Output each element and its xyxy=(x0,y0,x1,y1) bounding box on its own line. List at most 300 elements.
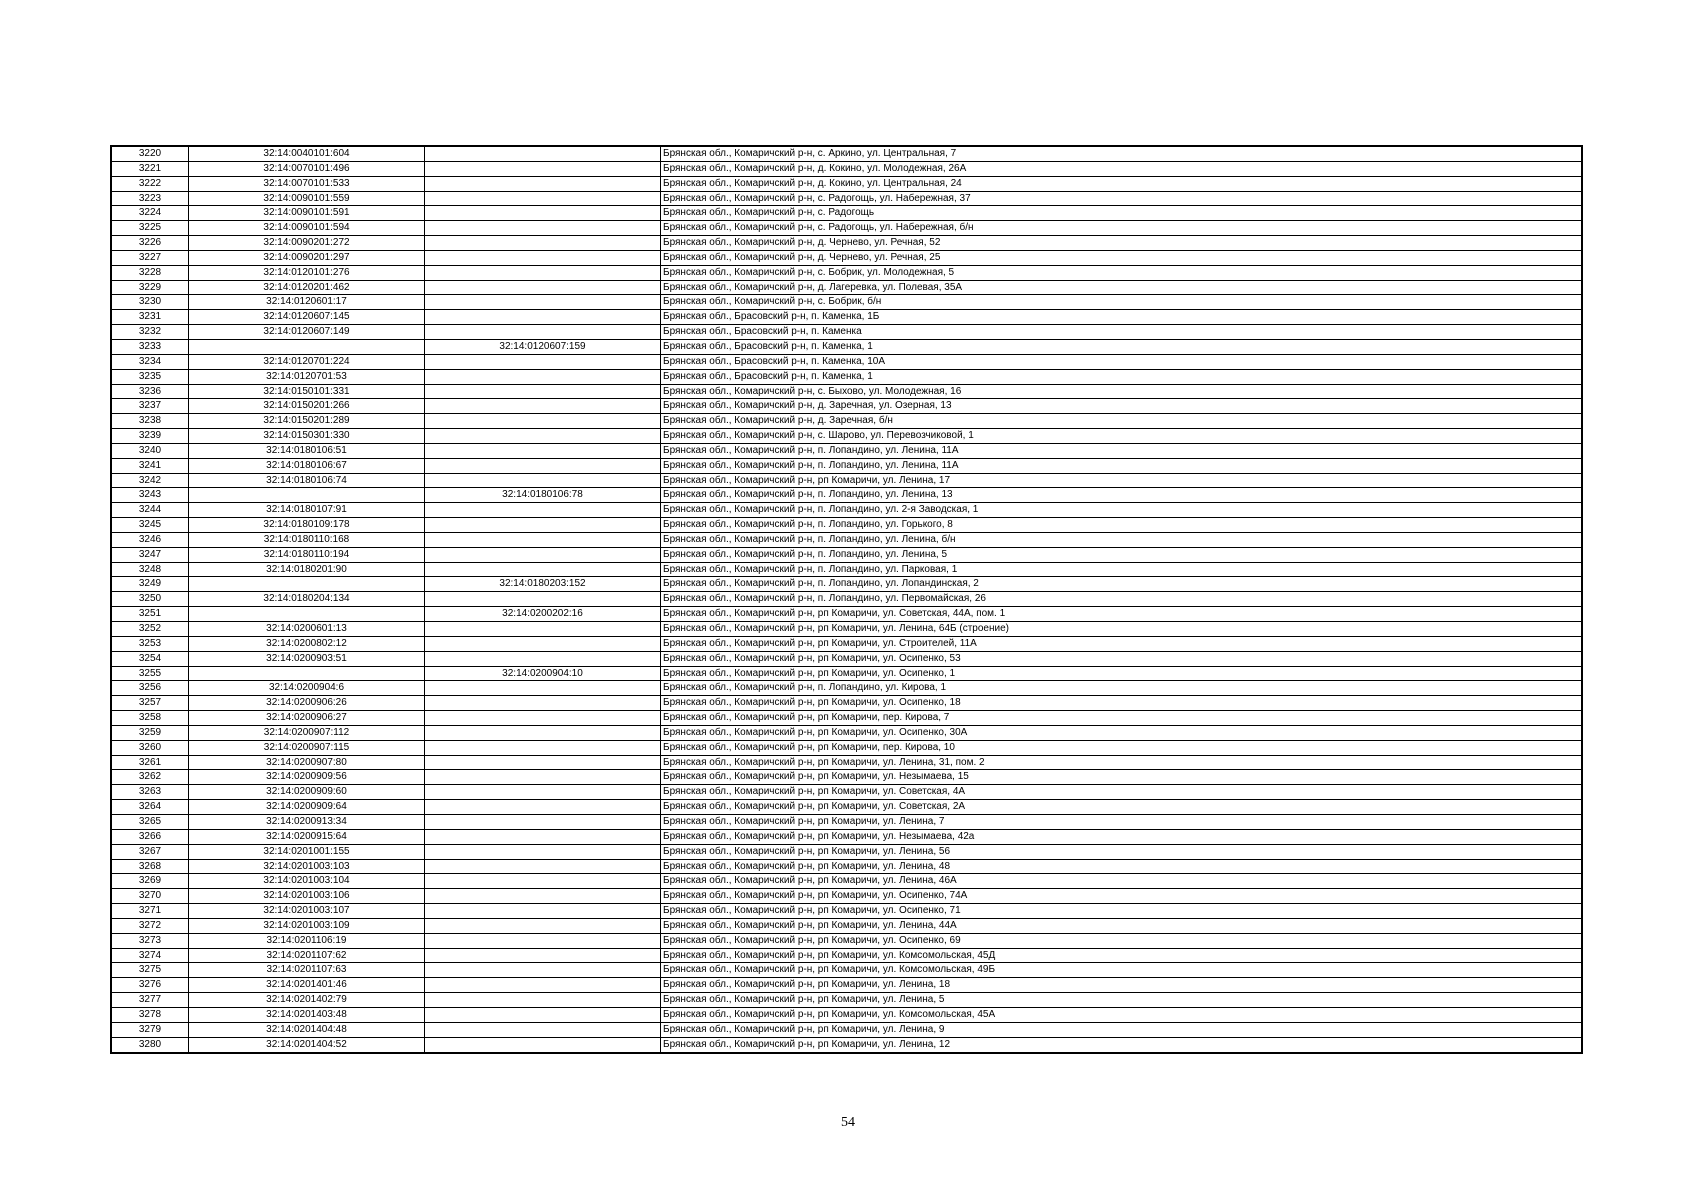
cadastral-number-alt-cell: 32:14:0120607:159 xyxy=(425,340,661,354)
cadastral-number-alt-cell xyxy=(425,1008,661,1022)
row-number-cell: 3252 xyxy=(112,622,189,636)
address-cell: Брянская обл., Комаричский р-н, рп Комаричи, ул. Незымаева, 15 xyxy=(663,771,969,783)
cadastral-number-alt-cell xyxy=(425,192,661,206)
property-table xyxy=(110,145,1583,1054)
table-row xyxy=(112,934,1581,949)
cadastral-number-cell: 32:14:0150201:289 xyxy=(189,414,425,428)
cadastral-number-alt-cell xyxy=(425,474,661,488)
row-number-cell: 3242 xyxy=(112,474,189,488)
cadastral-number-cell: 32:14:0200601:13 xyxy=(189,622,425,636)
cadastral-number-alt-cell xyxy=(425,741,661,755)
row-number-cell: 3250 xyxy=(112,592,189,606)
address-cell: Брянская обл., Комаричский р-н, д. Кокино, ул. Центральная, 24 xyxy=(663,177,962,189)
address-cell: Брянская обл., Комаричский р-н, рп Комаричи, ул. Осипенко, 69 xyxy=(663,934,961,946)
cadastral-number-cell: 32:14:0200802:12 xyxy=(189,637,425,651)
table-row xyxy=(112,889,1581,904)
table-row xyxy=(112,726,1581,741)
cadastral-number-cell: 32:14:0200904:6 xyxy=(189,681,425,695)
cadastral-number-alt-cell xyxy=(425,295,661,309)
cadastral-number-cell: 32:14:0120601:17 xyxy=(189,295,425,309)
cadastral-number-alt-cell: 32:14:0180203:152 xyxy=(425,577,661,591)
table-row xyxy=(112,874,1581,889)
cadastral-number-cell: 32:14:0201003:103 xyxy=(189,860,425,874)
address-cell: Брянская обл., Брасовский р-н, п. Каменка, 1 xyxy=(663,370,873,382)
table-row xyxy=(112,919,1581,934)
cadastral-number-cell: 32:14:0200909:60 xyxy=(189,785,425,799)
address-cell: Брянская обл., Комаричский р-н, рп Комаричи, ул. Ленина, 18 xyxy=(663,979,951,991)
cadastral-number-alt-cell xyxy=(425,503,661,517)
table-row xyxy=(112,399,1581,414)
address-cell: Брянская обл., Комаричский р-н, п. Лопандино, ул. Ленина, б/н xyxy=(663,533,956,545)
row-number-cell: 3280 xyxy=(112,1038,189,1053)
row-number-cell: 3233 xyxy=(112,340,189,354)
table-row xyxy=(112,518,1581,533)
address-cell: Брянская обл., Комаричский р-н, с. Радогощь, ул. Набережная, 37 xyxy=(663,192,971,204)
table-row xyxy=(112,147,1581,162)
cadastral-number-cell: 32:14:0070101:496 xyxy=(189,162,425,176)
address-cell: Брянская обл., Комаричский р-н, рп Комаричи, ул. Советская, 44А, пом. 1 xyxy=(663,608,1006,620)
cadastral-number-cell xyxy=(189,340,425,354)
cadastral-number-cell: 32:14:0201001:155 xyxy=(189,845,425,859)
table-row xyxy=(112,206,1581,221)
cadastral-number-cell xyxy=(189,667,425,681)
cadastral-number-cell: 32:14:0200906:26 xyxy=(189,696,425,710)
address-cell: Брянская обл., Комаричский р-н, рп Комаричи, ул. Ленина, 48 xyxy=(663,860,951,872)
address-cell: Брянская обл., Комаричский р-н, рп Комаричи, ул. Ленина, 46А xyxy=(663,875,957,887)
cadastral-number-cell: 32:14:0150301:330 xyxy=(189,429,425,443)
row-number-cell: 3225 xyxy=(112,221,189,235)
address-cell: Брянская обл., Комаричский р-н, рп Комаричи, ул. Ленина, 44А xyxy=(663,919,957,931)
row-number-cell: 3226 xyxy=(112,236,189,250)
row-number-cell: 3247 xyxy=(112,548,189,562)
cadastral-number-cell: 32:14:0201003:107 xyxy=(189,904,425,918)
table-row xyxy=(112,533,1581,548)
address-cell: Брянская обл., Комаричский р-н, рп Комаричи, ул. Осипенко, 74А xyxy=(663,890,968,902)
cadastral-number-alt-cell xyxy=(425,592,661,606)
cadastral-number-alt-cell xyxy=(425,281,661,295)
row-number-cell: 3229 xyxy=(112,281,189,295)
cadastral-number-alt-cell xyxy=(425,162,661,176)
table-row xyxy=(112,474,1581,489)
cadastral-number-alt-cell xyxy=(425,756,661,770)
address-cell: Брянская обл., Комаричский р-н, рп Комаричи, ул. Ленина, 5 xyxy=(663,994,945,1006)
cadastral-number-cell: 32:14:0200909:64 xyxy=(189,800,425,814)
row-number-cell: 3227 xyxy=(112,251,189,265)
address-cell: Брянская обл., Комаричский р-н, д. Лагеревка, ул. Полевая, 35А xyxy=(663,281,963,293)
table-row xyxy=(112,414,1581,429)
cadastral-number-alt-cell xyxy=(425,726,661,740)
address-cell: Брянская обл., Комаричский р-н, п. Лопандино, ул. Первомайская, 26 xyxy=(663,593,986,605)
table-row xyxy=(112,904,1581,919)
page-number: 54 xyxy=(841,1115,855,1130)
cadastral-number-alt-cell: 32:14:0180106:78 xyxy=(425,488,661,502)
address-cell: Брянская обл., Комаричский р-н, рп Комаричи, ул. Осипенко, 53 xyxy=(663,652,961,664)
cadastral-number-cell: 32:14:0201404:48 xyxy=(189,1023,425,1037)
table-row xyxy=(112,681,1581,696)
cadastral-number-cell: 32:14:0040101:604 xyxy=(189,147,425,161)
address-cell: Брянская обл., Брасовский р-н, п. Каменка, 1 xyxy=(663,340,873,352)
row-number-cell: 3246 xyxy=(112,533,189,547)
cadastral-number-alt-cell: 32:14:0200904:10 xyxy=(425,667,661,681)
table-row xyxy=(112,770,1581,785)
row-number-cell: 3248 xyxy=(112,563,189,577)
cadastral-number-cell xyxy=(189,607,425,621)
cadastral-number-cell: 32:14:0201107:63 xyxy=(189,963,425,977)
table-row xyxy=(112,963,1581,978)
address-cell: Брянская обл., Комаричский р-н, рп Комаричи, ул. Осипенко, 30А xyxy=(663,726,968,738)
address-cell: Брянская обл., Комаричский р-н, д. Чернево, ул. Речная, 52 xyxy=(663,237,941,249)
table-row xyxy=(112,622,1581,637)
table-row xyxy=(112,310,1581,325)
table-row xyxy=(112,993,1581,1008)
row-number-cell: 3258 xyxy=(112,711,189,725)
address-cell: Брянская обл., Комаричский р-н, с. Быхово, ул. Молодежная, 16 xyxy=(663,385,962,397)
cadastral-number-cell: 32:14:0200903:51 xyxy=(189,652,425,666)
table-row xyxy=(112,577,1581,592)
row-number-cell: 3277 xyxy=(112,993,189,1007)
cadastral-number-alt-cell xyxy=(425,830,661,844)
row-number-cell: 3274 xyxy=(112,949,189,963)
table-row xyxy=(112,459,1581,474)
row-number-cell: 3269 xyxy=(112,874,189,888)
cadastral-number-alt-cell xyxy=(425,622,661,636)
address-cell: Брянская обл., Комаричский р-н, п. Лопандино, ул. Горького, 8 xyxy=(663,519,953,531)
row-number-cell: 3261 xyxy=(112,756,189,770)
cadastral-number-alt-cell xyxy=(425,370,661,384)
row-number-cell: 3249 xyxy=(112,577,189,591)
row-number-cell: 3234 xyxy=(112,355,189,369)
table-row xyxy=(112,325,1581,340)
table-row xyxy=(112,429,1581,444)
address-cell: Брянская обл., Комаричский р-н, с. Шарово, ул. Перевозчиковой, 1 xyxy=(663,430,974,442)
row-number-cell: 3222 xyxy=(112,177,189,191)
address-cell: Брянская обл., Комаричский р-н, п. Лопандино, ул. Ленина, 11А xyxy=(663,444,959,456)
cadastral-number-cell: 32:14:0200907:112 xyxy=(189,726,425,740)
cadastral-number-alt-cell xyxy=(425,325,661,339)
cadastral-number-cell: 32:14:0201003:106 xyxy=(189,889,425,903)
cadastral-number-alt-cell xyxy=(425,206,661,220)
row-number-cell: 3241 xyxy=(112,459,189,473)
row-number-cell: 3253 xyxy=(112,637,189,651)
cadastral-number-alt-cell xyxy=(425,860,661,874)
cadastral-number-cell: 32:14:0201003:104 xyxy=(189,874,425,888)
address-cell: Брянская обл., Комаричский р-н, рп Комаричи, ул. Комсомольская, 45Д xyxy=(663,949,996,961)
address-cell: Брянская обл., Комаричский р-н, рп Комаричи, ул. Незымаева, 42а xyxy=(663,830,975,842)
cadastral-number-alt-cell xyxy=(425,696,661,710)
table-row xyxy=(112,800,1581,815)
row-number-cell: 3228 xyxy=(112,266,189,280)
cadastral-number-cell: 32:14:0201401:46 xyxy=(189,978,425,992)
table-row xyxy=(112,221,1581,236)
cadastral-number-cell: 32:14:0120701:224 xyxy=(189,355,425,369)
cadastral-number-alt-cell xyxy=(425,1038,661,1053)
cadastral-number-alt-cell xyxy=(425,459,661,473)
cadastral-number-cell: 32:14:0201404:52 xyxy=(189,1038,425,1053)
table-row xyxy=(112,1038,1581,1053)
address-cell: Брянская обл., Комаричский р-н, п. Лопандино, ул. Парковая, 1 xyxy=(663,563,958,575)
table-row xyxy=(112,503,1581,518)
table-row xyxy=(112,756,1581,771)
table-row xyxy=(112,949,1581,964)
cadastral-number-cell: 32:14:0180110:168 xyxy=(189,533,425,547)
cadastral-number-alt-cell xyxy=(425,147,661,161)
cadastral-number-alt-cell xyxy=(425,681,661,695)
cadastral-number-cell: 32:14:0200906:27 xyxy=(189,711,425,725)
row-number-cell: 3251 xyxy=(112,607,189,621)
cadastral-number-cell: 32:14:0201106:19 xyxy=(189,934,425,948)
address-cell: Брянская обл., Комаричский р-н, рп Комаричи, ул. Ленина, 17 xyxy=(663,474,951,486)
cadastral-number-cell xyxy=(189,577,425,591)
row-number-cell: 3263 xyxy=(112,785,189,799)
table-row xyxy=(112,192,1581,207)
table-row xyxy=(112,370,1581,385)
cadastral-number-alt-cell xyxy=(425,251,661,265)
row-number-cell: 3224 xyxy=(112,206,189,220)
cadastral-number-cell: 32:14:0180110:194 xyxy=(189,548,425,562)
row-number-cell: 3220 xyxy=(112,147,189,161)
cadastral-number-alt-cell xyxy=(425,919,661,933)
cadastral-number-alt-cell xyxy=(425,310,661,324)
table-row xyxy=(112,266,1581,281)
cadastral-number-alt-cell: 32:14:0200202:16 xyxy=(425,607,661,621)
table-row xyxy=(112,978,1581,993)
address-cell: Брянская обл., Комаричский р-н, д. Заречная, ул. Озерная, 13 xyxy=(663,400,952,412)
cadastral-number-cell: 32:14:0090101:594 xyxy=(189,221,425,235)
cadastral-number-alt-cell xyxy=(425,429,661,443)
address-cell: Брянская обл., Комаричский р-н, д. Заречная, б/н xyxy=(663,415,893,427)
row-number-cell: 3276 xyxy=(112,978,189,992)
row-number-cell: 3232 xyxy=(112,325,189,339)
cadastral-number-alt-cell xyxy=(425,221,661,235)
cadastral-number-cell: 32:14:0200913:34 xyxy=(189,815,425,829)
row-number-cell: 3240 xyxy=(112,444,189,458)
address-cell: Брянская обл., Комаричский р-н, рп Комаричи, ул. Строителей, 11А xyxy=(663,637,977,649)
cadastral-number-cell: 32:14:0201003:109 xyxy=(189,919,425,933)
table-row xyxy=(112,548,1581,563)
cadastral-number-cell: 32:14:0090201:297 xyxy=(189,251,425,265)
row-number-cell: 3279 xyxy=(112,1023,189,1037)
cadastral-number-cell: 32:14:0090101:591 xyxy=(189,206,425,220)
cadastral-number-cell: 32:14:0180109:178 xyxy=(189,518,425,532)
cadastral-number-alt-cell xyxy=(425,770,661,784)
table-row xyxy=(112,385,1581,400)
row-number-cell: 3230 xyxy=(112,295,189,309)
cadastral-number-alt-cell xyxy=(425,978,661,992)
cadastral-number-cell: 32:14:0120201:462 xyxy=(189,281,425,295)
table-row xyxy=(112,667,1581,682)
cadastral-number-alt-cell xyxy=(425,236,661,250)
table-row xyxy=(112,236,1581,251)
table-row xyxy=(112,177,1581,192)
cadastral-number-cell: 32:14:0090101:559 xyxy=(189,192,425,206)
row-number-cell: 3266 xyxy=(112,830,189,844)
table-row xyxy=(112,251,1581,266)
row-number-cell: 3244 xyxy=(112,503,189,517)
address-cell: Брянская обл., Комаричский р-н, рп Комаричи, ул. Ленина, 56 xyxy=(663,845,951,857)
address-cell: Брянская обл., Комаричский р-н, п. Лопандино, ул. Ленина, 11А xyxy=(663,459,959,471)
address-cell: Брянская обл., Комаричский р-н, рп Комаричи, ул. Ленина, 31, пом. 2 xyxy=(663,756,985,768)
cadastral-number-cell xyxy=(189,488,425,502)
row-number-cell: 3268 xyxy=(112,860,189,874)
table-row xyxy=(112,563,1581,578)
cadastral-number-alt-cell xyxy=(425,652,661,666)
row-number-cell: 3270 xyxy=(112,889,189,903)
table-row xyxy=(112,652,1581,667)
cadastral-number-cell: 32:14:0180106:51 xyxy=(189,444,425,458)
table-row xyxy=(112,696,1581,711)
table-row xyxy=(112,711,1581,726)
row-number-cell: 3231 xyxy=(112,310,189,324)
cadastral-number-cell: 32:14:0180106:67 xyxy=(189,459,425,473)
cadastral-number-alt-cell xyxy=(425,949,661,963)
table-row xyxy=(112,444,1581,459)
row-number-cell: 3260 xyxy=(112,741,189,755)
cadastral-number-alt-cell xyxy=(425,711,661,725)
row-number-cell: 3238 xyxy=(112,414,189,428)
address-cell: Брянская обл., Комаричский р-н, с. Бобрик, б/н xyxy=(663,296,882,308)
cadastral-number-alt-cell xyxy=(425,414,661,428)
table-row xyxy=(112,741,1581,756)
address-cell: Брянская обл., Комаричский р-н, с. Радогощь, ул. Набережная, б/н xyxy=(663,222,974,234)
cadastral-number-alt-cell xyxy=(425,266,661,280)
table-row xyxy=(112,162,1581,177)
row-number-cell: 3262 xyxy=(112,770,189,784)
table-row xyxy=(112,355,1581,370)
cadastral-number-cell: 32:14:0090201:272 xyxy=(189,236,425,250)
cadastral-number-alt-cell xyxy=(425,548,661,562)
cadastral-number-alt-cell xyxy=(425,889,661,903)
cadastral-number-cell: 32:14:0150201:266 xyxy=(189,399,425,413)
cadastral-number-cell: 32:14:0180204:134 xyxy=(189,592,425,606)
cadastral-number-alt-cell xyxy=(425,1023,661,1037)
table-row xyxy=(112,340,1581,355)
table-row xyxy=(112,860,1581,875)
cadastral-number-cell: 32:14:0200907:115 xyxy=(189,741,425,755)
address-cell: Брянская обл., Комаричский р-н, п. Лопандино, ул. Ленина, 5 xyxy=(663,548,948,560)
cadastral-number-cell: 32:14:0180106:74 xyxy=(189,474,425,488)
cadastral-number-cell: 32:14:0200907:80 xyxy=(189,756,425,770)
cadastral-number-alt-cell xyxy=(425,963,661,977)
address-cell: Брянская обл., Комаричский р-н, п. Лопандино, ул. Лопандинская, 2 xyxy=(663,578,979,590)
address-cell: Брянская обл., Комаричский р-н, рп Комаричи, ул. Ленина, 7 xyxy=(663,815,945,827)
address-cell: Брянская обл., Комаричский р-н, п. Лопандино, ул. Ленина, 13 xyxy=(663,489,953,501)
address-cell: Брянская обл., Комаричский р-н, с. Радогощь xyxy=(663,207,875,219)
row-number-cell: 3272 xyxy=(112,919,189,933)
row-number-cell: 3267 xyxy=(112,845,189,859)
table-row xyxy=(112,815,1581,830)
cadastral-number-cell: 32:14:0201107:62 xyxy=(189,949,425,963)
row-number-cell: 3221 xyxy=(112,162,189,176)
address-cell: Брянская обл., Комаричский р-н, д. Чернево, ул. Речная, 25 xyxy=(663,251,941,263)
table-row xyxy=(112,607,1581,622)
cadastral-number-cell: 32:14:0150101:331 xyxy=(189,385,425,399)
address-cell: Брянская обл., Брасовский р-н, п. Каменка, 10А xyxy=(663,355,885,367)
row-number-cell: 3273 xyxy=(112,934,189,948)
row-number-cell: 3275 xyxy=(112,963,189,977)
row-number-cell: 3265 xyxy=(112,815,189,829)
cadastral-number-cell: 32:14:0201402:79 xyxy=(189,993,425,1007)
row-number-cell: 3256 xyxy=(112,681,189,695)
address-cell: Брянская обл., Комаричский р-н, рп Комаричи, ул. Ленина, 12 xyxy=(663,1038,951,1050)
address-cell: Брянская обл., Комаричский р-н, д. Кокино, ул. Молодежная, 26А xyxy=(663,162,967,174)
cadastral-number-alt-cell xyxy=(425,385,661,399)
address-cell: Брянская обл., Комаричский р-н, рп Комаричи, ул. Ленина, 64Б (строение) xyxy=(663,623,1009,634)
table-row xyxy=(112,637,1581,652)
row-number-cell: 3235 xyxy=(112,370,189,384)
cadastral-number-cell: 32:14:0070101:533 xyxy=(189,177,425,191)
cadastral-number-alt-cell xyxy=(425,444,661,458)
cadastral-number-alt-cell xyxy=(425,993,661,1007)
table-row xyxy=(112,1008,1581,1023)
row-number-cell: 3259 xyxy=(112,726,189,740)
address-cell: Брянская обл., Комаричский р-н, с. Аркино, ул. Центральная, 7 xyxy=(663,148,957,159)
table-row xyxy=(112,295,1581,310)
cadastral-number-alt-cell xyxy=(425,399,661,413)
table-row xyxy=(112,592,1581,607)
address-cell: Брянская обл., Комаричский р-н, рп Комаричи, пер. Кирова, 7 xyxy=(663,712,950,724)
address-cell: Брянская обл., Комаричский р-н, рп Комаричи, ул. Осипенко, 18 xyxy=(663,697,961,709)
cadastral-number-alt-cell xyxy=(425,800,661,814)
row-number-cell: 3271 xyxy=(112,904,189,918)
row-number-cell: 3278 xyxy=(112,1008,189,1022)
cadastral-number-alt-cell xyxy=(425,518,661,532)
row-number-cell: 3223 xyxy=(112,192,189,206)
address-cell: Брянская обл., Комаричский р-н, рп Комаричи, ул. Советская, 2А xyxy=(663,801,966,813)
cadastral-number-alt-cell xyxy=(425,934,661,948)
address-cell: Брянская обл., Комаричский р-н, рп Комаричи, ул. Советская, 4А xyxy=(663,786,966,798)
cadastral-number-cell: 32:14:0120607:149 xyxy=(189,325,425,339)
row-number-cell: 3237 xyxy=(112,399,189,413)
address-cell: Брянская обл., Комаричский р-н, рп Комаричи, пер. Кирова, 10 xyxy=(663,741,955,753)
address-cell: Брянская обл., Комаричский р-н, п. Лопандино, ул. Кирова, 1 xyxy=(663,682,947,694)
address-cell: Брянская обл., Брасовский р-н, п. Каменка xyxy=(663,326,862,338)
row-number-cell: 3239 xyxy=(112,429,189,443)
table-row xyxy=(112,845,1581,860)
address-cell: Брянская обл., Комаричский р-н, рп Комаричи, ул. Осипенко, 71 xyxy=(663,905,961,917)
cadastral-number-cell: 32:14:0200915:64 xyxy=(189,830,425,844)
row-number-cell: 3245 xyxy=(112,518,189,532)
address-cell: Брянская обл., Комаричский р-н, п. Лопандино, ул. 2-я Заводская, 1 xyxy=(663,504,979,516)
cadastral-number-alt-cell xyxy=(425,785,661,799)
cadastral-number-cell: 32:14:0120101:276 xyxy=(189,266,425,280)
table-row xyxy=(112,785,1581,800)
cadastral-number-alt-cell xyxy=(425,845,661,859)
cadastral-number-cell: 32:14:0180107:91 xyxy=(189,503,425,517)
cadastral-number-alt-cell xyxy=(425,355,661,369)
cadastral-number-cell: 32:14:0200909:56 xyxy=(189,770,425,784)
cadastral-number-alt-cell xyxy=(425,904,661,918)
cadastral-number-alt-cell xyxy=(425,563,661,577)
row-number-cell: 3254 xyxy=(112,652,189,666)
table-row xyxy=(112,488,1581,503)
cadastral-number-alt-cell xyxy=(425,637,661,651)
address-cell: Брянская обл., Комаричский р-н, рп Комаричи, ул. Комсомольская, 49Б xyxy=(663,964,996,976)
address-cell: Брянская обл., Брасовский р-н, п. Каменка, 1Б xyxy=(663,311,880,323)
row-number-cell: 3236 xyxy=(112,385,189,399)
cadastral-number-cell: 32:14:0201403:48 xyxy=(189,1008,425,1022)
address-cell: Брянская обл., Комаричский р-н, рп Комаричи, ул. Осипенко, 1 xyxy=(663,667,956,679)
cadastral-number-alt-cell xyxy=(425,533,661,547)
row-number-cell: 3264 xyxy=(112,800,189,814)
cadastral-number-cell: 32:14:0120607:145 xyxy=(189,310,425,324)
row-number-cell: 3243 xyxy=(112,488,189,502)
address-cell: Брянская обл., Комаричский р-н, рп Комаричи, ул. Ленина, 9 xyxy=(663,1023,945,1035)
cadastral-number-cell: 32:14:0120701:53 xyxy=(189,370,425,384)
address-cell: Брянская обл., Комаричский р-н, с. Бобрик, ул. Молодежная, 5 xyxy=(663,266,955,278)
cadastral-number-alt-cell xyxy=(425,177,661,191)
row-number-cell: 3257 xyxy=(112,696,189,710)
table-row xyxy=(112,281,1581,296)
